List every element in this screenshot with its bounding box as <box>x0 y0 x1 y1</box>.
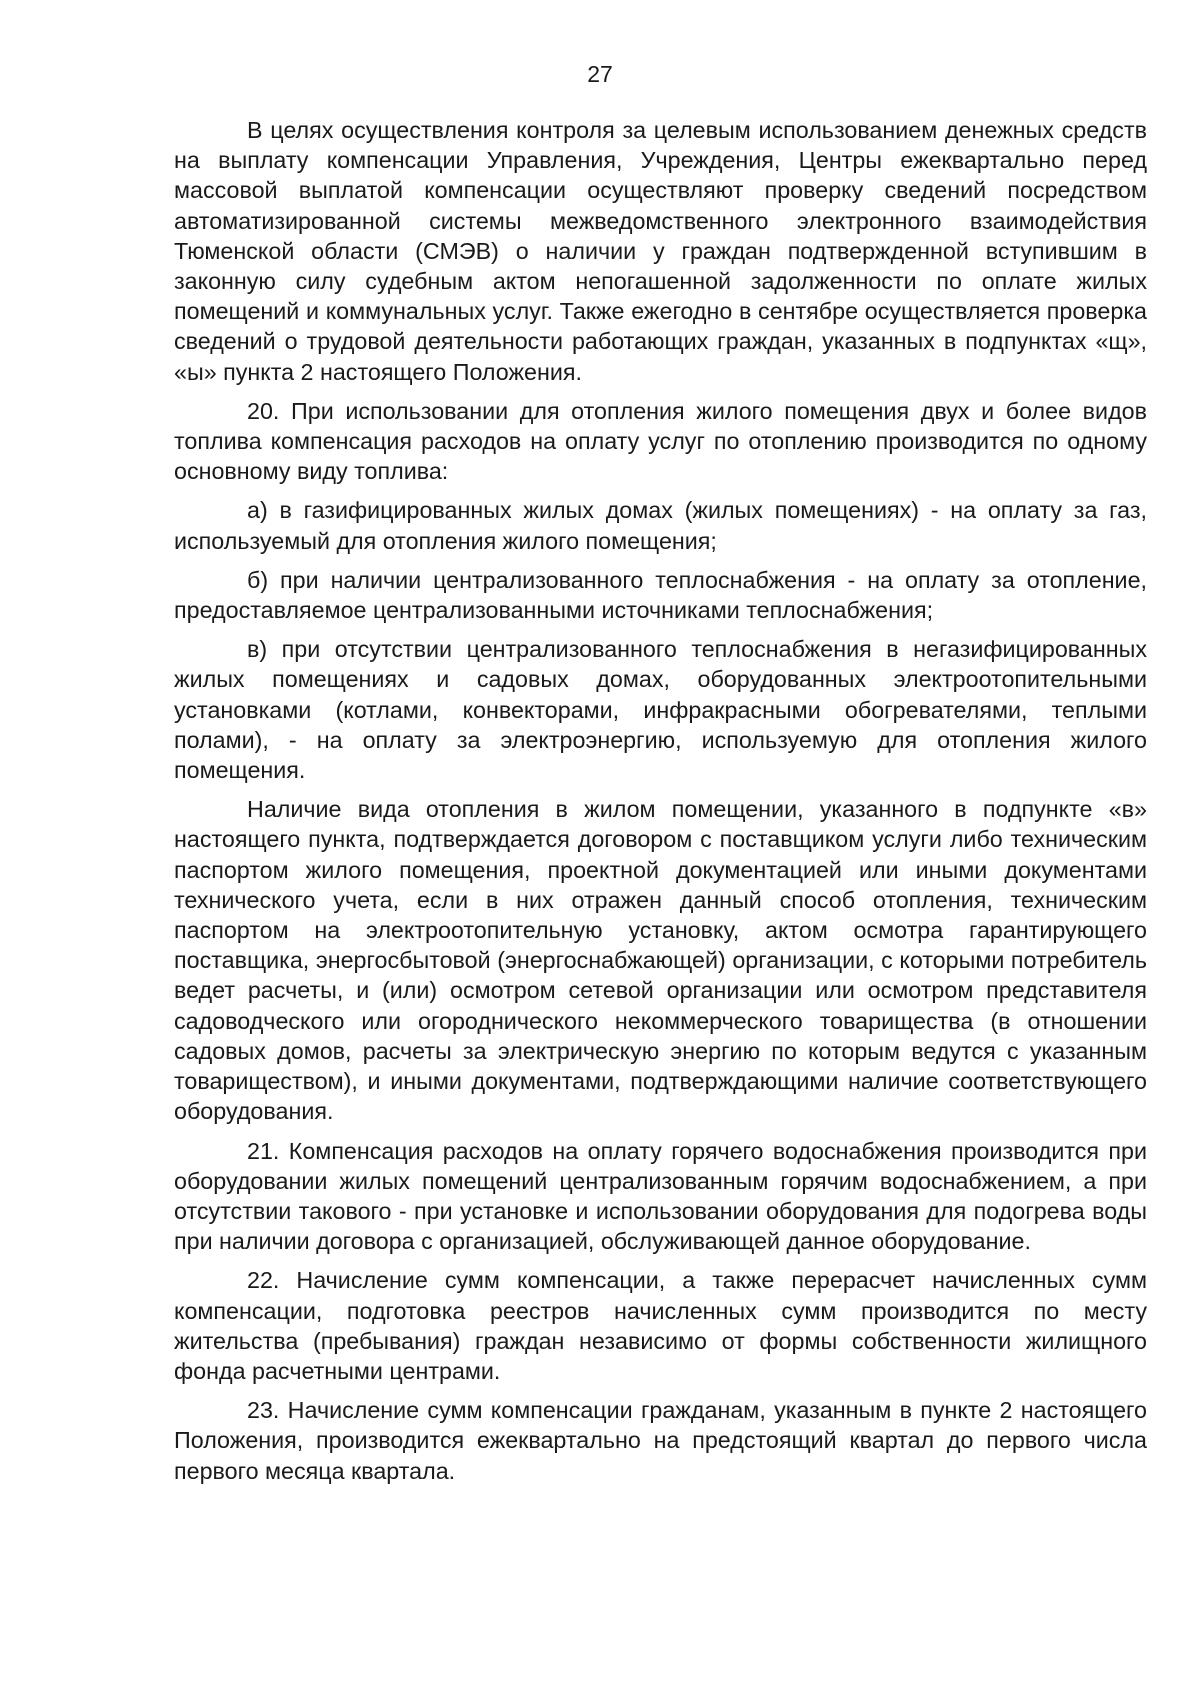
paragraph-control-check: В целях осуществления контроля за целевым использованием денежных средств на выплату компенсации Управления, Учреждения, Центры ежеквартально перед массовой выплатой компенсации осуществляют проверку сведений посредством автоматизированной системы межведомственного электронного взаимодействия Тюменской области (СМЭВ) о наличии у граждан подтвержденной вступившим в законную силу судебным актом непогашенной задолженности по оплате жилых помещений и коммунальных услуг. Также ежегодно в сентябре осуществляется проверка сведений о трудовой деятельности работающих граждан, указанных в подпунктах «щ», «ы» пункта 2 настоящего Положения. <box>174 117 1147 385</box>
document-body <box>174 115 1147 1495</box>
paragraph-21: 21. Компенсация расходов на оплату горячего водоснабжения производится при оборудовании жилых помещений централизованным горячим водоснабжением, а при отсутствии такового - при установке и использовании оборудования для подогрева воды при наличии договора с организацией, обслуживающей данное оборудование. <box>174 1137 1147 1255</box>
paragraph-20: 20. При использовании для отопления жилого помещения двух и более видов топлива компенсация расходов на оплату услуг по отоплению производится по одному основному виду топлива: <box>174 397 1147 485</box>
subparagraph-b: б) при наличии централизованного теплоснабжения - на оплату за отопление, предоставляемое централизованными источниками теплоснабжения; <box>174 566 1147 624</box>
paragraph-23: 23. Начисление сумм компенсации гражданам, указанным в пункте 2 настоящего Положения, производится ежеквартально на предстоящий квартал до первого числа первого месяца квартала. <box>174 1397 1147 1484</box>
page-number: 27 <box>587 61 613 87</box>
paragraph-22: 22. Начисление сумм компенсации, а также перерасчет начисленных сумм компенсации, подготовка реестров начисленных сумм производится по месту жительства (пребывания) граждан независимо от формы собственности жилищного фонда расчетными центрами. <box>174 1267 1147 1384</box>
subparagraph-a: а) в газифицированных жилых домах (жилых помещениях) - на оплату за газ, используемый для отопления жилого помещения; <box>174 497 1147 554</box>
paragraph-heating-confirmation: Наличие вида отопления в жилом помещении, указанного в подпункте «в» настоящего пункта, подтверждается договором с поставщиком услуги либо техническим паспортом жилого помещения, проектной документацией или иными документами технического учета, если в них отражен данный способ отопления, техническим паспортом на электроотопительную установку, актом осмотра гарантирующего поставщика, энергосбытовой (энергоснабжающей) организации, с которыми потребитель ведет расчеты, и (или) осмотром сетевой организации или осмотром представителя садоводческого или огороднического некоммерческого товарищества (в отношении садовых домов, расчеты за электрическую энергию по которым ведутся с указанным товариществом), и иными документами, подтверждающими наличие соответствующего оборудования. <box>174 796 1147 1125</box>
subparagraph-v: в) при отсутствии централизованного теплоснабжения в негазифицированных жилых помещениях и садовых домах, оборудованных электроотопительными установками (котлами, конвекторами, инфракрасными обогревателями, теплыми полами), - на оплату за электроэнергию, используемую для отопления жилого помещения. <box>174 636 1147 784</box>
